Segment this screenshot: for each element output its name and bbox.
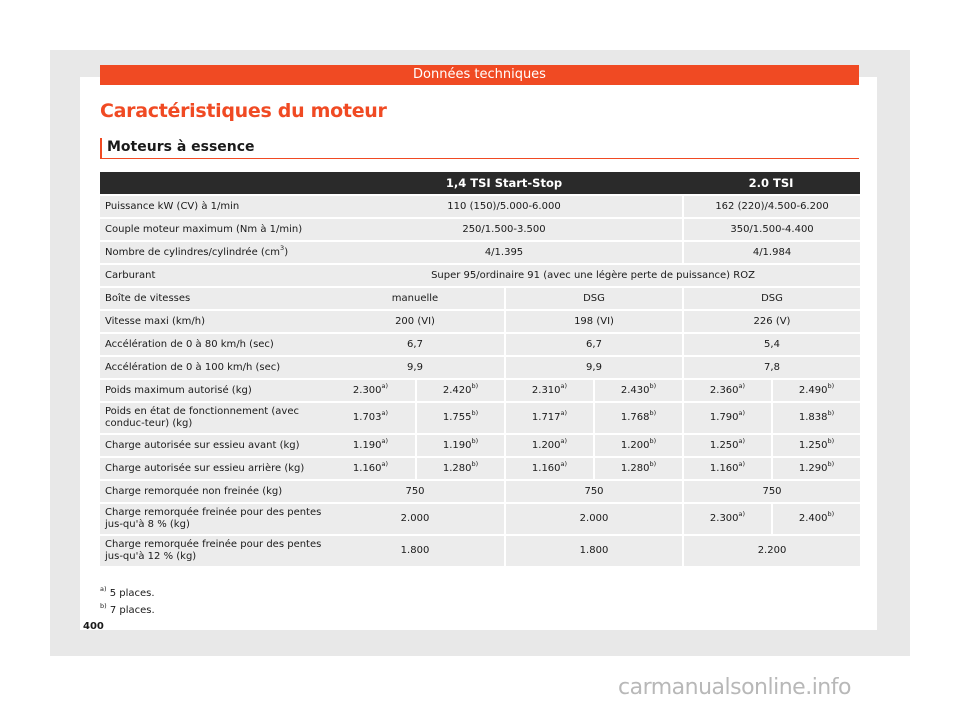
cell: 6,7 — [504, 334, 682, 355]
cell: 750 — [682, 481, 860, 502]
cell: 2.420$^{b)}$ — [415, 380, 504, 401]
cell: Super 95/ordinaire 91 (avec une légère perte de puissance) ROZ — [326, 265, 860, 286]
cell: 350/1.500-4.400 — [682, 219, 860, 240]
table-row — [100, 265, 860, 286]
section-subtitle — [100, 138, 859, 159]
cell: 2.360$^{a)}$ — [682, 380, 771, 401]
cell: 750 — [504, 481, 682, 502]
cell: 1.790$^{a)}$ — [682, 403, 771, 433]
engine-spec-table — [100, 170, 860, 568]
cell: 1.280$^{b)}$ — [415, 458, 504, 479]
subtitle-accent-bar — [100, 138, 102, 158]
cell: 2.300$^{a)}$ — [326, 380, 415, 401]
cell: 5,4 — [682, 334, 860, 355]
section-header: Données techniques — [100, 65, 859, 85]
cell: 2.000 — [504, 504, 682, 534]
cell: 6,7 — [326, 334, 504, 355]
cell: 1.190$^{a)}$ — [326, 435, 415, 456]
footnote-a: $^{a)}$ 5 places. — [100, 585, 155, 599]
cell: 4/1.984 — [682, 242, 860, 263]
cell: manuelle — [326, 288, 504, 309]
table-row — [100, 403, 860, 433]
cell: 226 (V) — [682, 311, 860, 332]
table-row — [100, 504, 860, 534]
row-label: Puissance kW (CV) à 1/min — [100, 196, 326, 217]
cell: 2.000 — [326, 504, 504, 534]
table-row — [100, 357, 860, 378]
cell: 1.250$^{a)}$ — [682, 435, 771, 456]
row-label: Poids maximum autorisé (kg) — [100, 380, 326, 401]
cell: 2.300$^{a)}$ — [682, 504, 771, 534]
row-label: Vitesse maxi (km/h) — [100, 311, 326, 332]
cell: 1.717$^{a)}$ — [504, 403, 593, 433]
column-header-20tsi: 2.0 TSI — [682, 172, 860, 194]
row-label: Accélération de 0 à 80 km/h (sec) — [100, 334, 326, 355]
cell: 4/1.395 — [326, 242, 682, 263]
table-row — [100, 380, 860, 401]
row-label: Charge remorquée non freinée (kg) — [100, 481, 326, 502]
cell: 2.490$^{b)}$ — [771, 380, 860, 401]
table-header-row — [100, 172, 860, 194]
row-label: Accélération de 0 à 100 km/h (sec) — [100, 357, 326, 378]
column-header-14tsi: 1,4 TSI Start-Stop — [326, 172, 682, 194]
cell: DSG — [682, 288, 860, 309]
table-row — [100, 334, 860, 355]
cell: 1.190$^{b)}$ — [415, 435, 504, 456]
table-row — [100, 536, 860, 566]
table-row — [100, 196, 860, 217]
cell: 1.768$^{b)}$ — [593, 403, 682, 433]
row-label: Couple moteur maximum (Nm à 1/min) — [100, 219, 326, 240]
cell: 1.200$^{a)}$ — [504, 435, 593, 456]
cell: 1.280$^{b)}$ — [593, 458, 682, 479]
cell: 1.160$^{a)}$ — [504, 458, 593, 479]
cell: 1.290$^{b)}$ — [771, 458, 860, 479]
row-label: Poids en état de fonctionnement (avec conduc-teur) (kg) — [100, 403, 326, 433]
cell: 198 (VI) — [504, 311, 682, 332]
page-number: 400 — [83, 621, 104, 632]
table-row — [100, 458, 860, 479]
table-row — [100, 435, 860, 456]
table-row — [100, 219, 860, 240]
cell: 1.838$^{b)}$ — [771, 403, 860, 433]
cell: 1.250$^{b)}$ — [771, 435, 860, 456]
cell: 1.703$^{a)}$ — [326, 403, 415, 433]
header-empty-cell — [100, 172, 326, 194]
row-label: Nombre de cylindres/cylindrée $(cm^3)$ — [100, 242, 326, 263]
cell: 750 — [326, 481, 504, 502]
cell: DSG — [504, 288, 682, 309]
cell: 1.800 — [326, 536, 504, 566]
table-row — [100, 288, 860, 309]
cell: 9,9 — [326, 357, 504, 378]
cell: 1.160$^{a)}$ — [682, 458, 771, 479]
row-label: Charge remorquée freinée pour des pentes jus-qu'à 12 % (kg) — [100, 536, 326, 566]
cell: 7,8 — [682, 357, 860, 378]
subtitle-text: Moteurs à essence — [107, 139, 255, 155]
page-title: Caractéristiques du moteur — [100, 100, 387, 122]
cell: 110 (150)/5.000-6.000 — [326, 196, 682, 217]
cell: 2.310$^{a)}$ — [504, 380, 593, 401]
cell: 1.160$^{a)}$ — [326, 458, 415, 479]
cell: 2.400$^{b)}$ — [771, 504, 860, 534]
cell: 1.755$^{b)}$ — [415, 403, 504, 433]
row-label: Charge autorisée sur essieu arrière (kg) — [100, 458, 326, 479]
cell: 2.430$^{b)}$ — [593, 380, 682, 401]
cell: 1.200$^{b)}$ — [593, 435, 682, 456]
table-row — [100, 242, 860, 263]
cell: 200 (VI) — [326, 311, 504, 332]
cell: 250/1.500-3.500 — [326, 219, 682, 240]
row-label: Carburant — [100, 265, 326, 286]
footnote-b: $^{b)}$ 7 places. — [100, 602, 155, 616]
watermark: carmanualsonline.info — [618, 675, 851, 700]
table-row — [100, 311, 860, 332]
cell: 162 (220)/4.500-6.200 — [682, 196, 860, 217]
row-label: Boîte de vitesses — [100, 288, 326, 309]
row-label: Charge autorisée sur essieu avant (kg) — [100, 435, 326, 456]
table-row — [100, 481, 860, 502]
cell: 9,9 — [504, 357, 682, 378]
cell: 1.800 — [504, 536, 682, 566]
cell: 2.200 — [682, 536, 860, 566]
row-label: Charge remorquée freinée pour des pentes jus-qu'à 8 % (kg) — [100, 504, 326, 534]
